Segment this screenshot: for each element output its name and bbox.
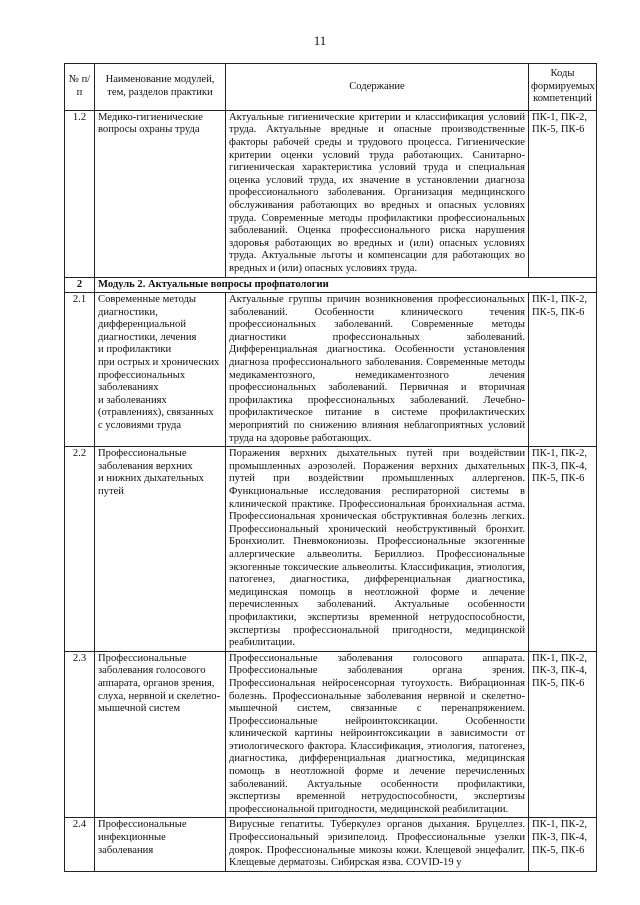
header-content: Содержание: [226, 64, 529, 111]
row-num: 2.2: [65, 447, 95, 652]
row-num: 1.2: [65, 110, 95, 277]
module-row: [65, 277, 597, 293]
row-content: Профессиональные заболевания голосового аппарата. Профессиональные заболевания органа зрения. Профессиональная нейросенсорная тугоухость. Вибрационная болезнь. Профессиональные заболевания нервной и скелетно-мышечной систем, связанные с перенапряжением. Профессиональные нейроинтоксикации. Особенности клинической картины нейроинтоксикации в зависимости от этиологического фактора. Классификация, этиология, патогенез, диагностика, дифференциальная диагностика, медицинская помощь в неотложной форме и лечение перечисленных заболеваний. Актуальные особенности профилактики, экспертизы временной нетрудоспособности, экспертизы профессиональной пригодности, медицинской реабилитации.: [226, 651, 529, 818]
row-num: 2.3: [65, 651, 95, 818]
row-content: Актуальные гигиенические критерии и классификация условий труда. Актуальные вредные и опасные производственные факторы рабочей среды и трудового процесса. Гигиенические критерии оценки условий труда работающих. Санитарно-гигиеническая характеристика условий труда и специальная оценка условий труда, их значение в установлении диагноза профессионального заболевания. Организация медицинского обслуживания работающих во вредных и опасных условиях труда. Современные методы профилактики профессиональных заболеваний. Оценка профессионального риска нарушения здоровья работающих во вредных и (или) опасных условиях труда. Актуальные льготы и компенсации для работающих во вредных и (или) опасных условиях труда.: [226, 110, 529, 277]
row-name: Медико-гигиенические вопросы охраны труда: [95, 110, 226, 277]
page-number: 11: [313, 33, 327, 48]
row-name: Профессиональные инфекционные заболевания: [95, 818, 226, 871]
module-title: Модуль 2. Актуальные вопросы профпатологии: [95, 277, 597, 293]
row-codes: ПК-1, ПК-2, ПК-3, ПК-4, ПК-5, ПК-6: [529, 651, 597, 818]
module-num: 2: [65, 277, 95, 293]
header-codes: Коды формируемых компетенций: [529, 64, 597, 111]
table-row: [65, 447, 597, 652]
table-header-row: [65, 64, 597, 111]
curriculum-table: [64, 63, 597, 872]
row-name: Современные методы диагностики, дифференциальной диагностики, лечения и профилактики при острых и хронических профессиональных заболеваниях и заболеваниях (отравлениях), связанных с условиями труда: [95, 293, 226, 447]
row-codes: ПК-1, ПК-2, ПК-5, ПК-6: [529, 293, 597, 447]
row-content: Актуальные группы причин возникновения профессиональных заболеваний. Особенности клинического течения профессиональных заболеваний. Современные методы диагностики профессиональных заболеваний. Дифференциальная диагностика. Особенности установления диагноза профессионального заболевания. Современные методы медикаментозного, немедикаментозного лечения профессиональных заболеваний. Первичная и вторичная профилактика профессиональных заболеваний. Лечебно-профилактическое питание в системе профилактических мероприятий по снижению влияния неблагоприятных условий труда на здоровье работающих.: [226, 293, 529, 447]
table-row: [65, 818, 597, 871]
table-row: [65, 651, 597, 818]
row-codes: ПК-1, ПК-2, ПК-5, ПК-6: [529, 110, 597, 277]
row-codes: ПК-1, ПК-2, ПК-3, ПК-4, ПК-5, ПК-6: [529, 818, 597, 871]
row-content: Вирусные гепатиты. Туберкулез органов дыхания. Бруцеллез. Профессиональный эризипелоид. Профессиональные узелки доярок. Профессиональные микозы кожи. Клещевой энцефалит. Клещевые дерматозы. Сибирская язва. COVID-19 у: [226, 818, 529, 871]
row-num: 2.4: [65, 818, 95, 871]
row-name: Профессиональные заболевания голосового аппарата, органов зрения, слуха, нервной и скелетно- мышечной систем: [95, 651, 226, 818]
header-name: Наименование модулей, тем, разделов практики: [95, 64, 226, 111]
row-content: Поражения верхних дыхательных путей при воздействии промышленных аэрозолей. Поражения верхних дыхательных путей при воздействии промышленных аллергенов. Функциональные исследования респираторной системы в клинической практике. Профессиональная бронхиальная астма. Профессиональная хроническая обструктивная болезнь легких. Профессиональный хронический необструктивный бронхит. Бронхиолит. Пневмокониозы. Профессиональные экзогенные аллергические альвеолиты. Бериллиоз. Профессиональные экзогенные токсические альвеолиты. Классификация, этиология, патогенез, диагностика, дифференциальная диагностика, медицинская помощь в неотложной форме и лечение перечисленных заболеваний. Актуальные особенности профилактики, экспертизы временной нетрудоспособности, экспертизы профессиональной пригодности, медицинской реабилитации.: [226, 447, 529, 652]
row-codes: ПК-1, ПК-2, ПК-3, ПК-4, ПК-5, ПК-6: [529, 447, 597, 652]
table-row: [65, 293, 597, 447]
row-name: Профессиональные заболевания верхних и нижних дыхательных путей: [95, 447, 226, 652]
header-num: № п/п: [65, 64, 95, 111]
row-num: 2.1: [65, 293, 95, 447]
table-row: [65, 110, 597, 277]
